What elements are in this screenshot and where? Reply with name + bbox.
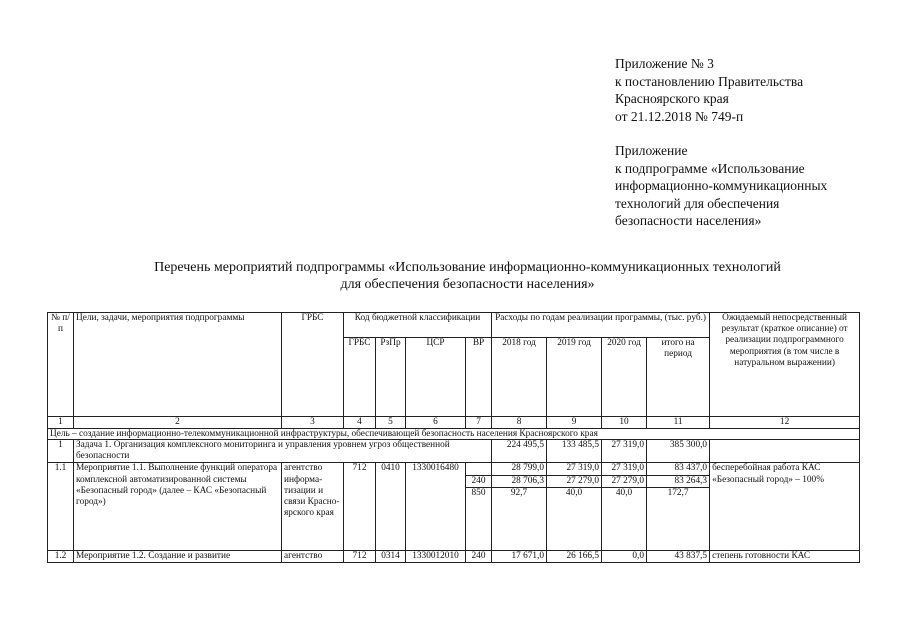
table-header-row [48, 313, 860, 338]
task-2019: 133 485,5 [547, 440, 602, 463]
measure-2019: 26 166,5 [547, 550, 602, 562]
column-number-row [48, 417, 860, 429]
measure-grbs: 712 [344, 463, 376, 550]
header-total: итого на период [647, 338, 710, 417]
task-row [48, 440, 860, 463]
measure-2018: 28 706,3 [492, 475, 547, 487]
task-result [710, 440, 860, 463]
title-line-2: для обеспечения безопасности населения» [340, 277, 595, 292]
column-number: 9 [547, 417, 602, 429]
measure-2018: 28 799,0 [492, 463, 547, 475]
measure-text: Мероприятие 1.2. Создание и развитие [74, 550, 282, 562]
column-number: 7 [466, 417, 492, 429]
annex-line: информационно-коммуникационных [615, 178, 828, 193]
header-expenses-group: Расходы по годам реализации программы, (тыс. руб.) [492, 313, 710, 338]
column-number: 1 [48, 417, 74, 429]
measure-vr: 240 [466, 475, 492, 487]
header-year-2020: 2020 год [602, 338, 647, 417]
title-line-1: Перечень мероприятий подпрограммы «Использование информационно-коммуникационных технологий [154, 260, 781, 275]
annex-line: Приложение [615, 143, 688, 158]
header-code-group: Код бюджетной классификации [344, 313, 492, 338]
task-2020: 27 319,0 [602, 440, 647, 463]
measure-2018: 92,7 [492, 487, 547, 550]
task-total: 385 300,0 [647, 440, 710, 463]
task-text: Задача 1. Организация комплексного мониторинга и управления уровнем угроз общественной безопасности [74, 440, 492, 463]
measure-text: Мероприятие 1.1. Выполнение функций оператора комплексной автоматизированной системы «Безопасный город» (далее – КАС «Безопасный город») [74, 463, 282, 550]
task-num: 1 [48, 440, 74, 463]
measure-2019: 27 279,0 [547, 475, 602, 487]
header-result: Ожидаемый непосредственный результат (краткое описание) от реализации подпрограммного мероприятия (в том числе в натуральном выражении) [710, 313, 860, 417]
column-number: 8 [492, 417, 547, 429]
header-code-csr: ЦСР [406, 338, 466, 417]
annex-line: безопасности населения» [615, 213, 762, 228]
measure-result: степень готовности КАС [710, 550, 860, 562]
measure-total: 172,7 [647, 487, 710, 550]
measure-2018: 17 671,0 [492, 550, 547, 562]
measure-2019: 27 319,0 [547, 463, 602, 475]
annex-line: технологий для обеспечения [615, 195, 780, 211]
measure-2020: 40,0 [602, 487, 647, 550]
measure-grbs-name: агентство [282, 550, 344, 562]
goal-text: Цель – создание информационно-телекоммуникационной инфраструктуры, обеспечивающей безопасность населения Красноярского края [48, 429, 860, 440]
measure-grbs-name: агентство информа-тизации и связи Красно-ярского края [282, 463, 344, 550]
measure-vr [466, 463, 492, 475]
measure-rzpr: 0410 [376, 463, 406, 550]
header-year-2019: 2019 год [547, 338, 602, 417]
annex-line: к подпрограмме «Использование [615, 160, 805, 176]
measure-vr: 850 [466, 487, 492, 550]
document-title [40, 259, 895, 293]
header-goals: Цели, задачи, мероприятия подпрограммы [74, 313, 282, 417]
header-num: № п/п [48, 313, 74, 417]
column-number: 11 [647, 417, 710, 429]
measure-2019: 40,0 [547, 487, 602, 550]
measure-num: 1.1 [48, 463, 74, 550]
header-code-grbs: ГРБС [344, 338, 376, 417]
column-number: 2 [74, 417, 282, 429]
measure-2020: 27 279,0 [602, 475, 647, 487]
appendix-line: к постановлению Правительства [615, 73, 804, 89]
column-number: 3 [282, 417, 344, 429]
measure-total: 83 264,3 [647, 475, 710, 487]
document-header [615, 55, 900, 230]
goal-row [48, 429, 860, 440]
measure-total: 83 437,0 [647, 463, 710, 475]
measure-2020: 27 319,0 [602, 463, 647, 475]
column-number: 6 [406, 417, 466, 429]
header-year-2018: 2018 год [492, 338, 547, 417]
measure-result: бесперебойная работа КАС «Безопасный город» – 100% [710, 463, 860, 550]
column-number: 10 [602, 417, 647, 429]
measure-grbs: 712 [344, 550, 376, 562]
appendix-line: Приложение № 3 [615, 56, 714, 71]
column-number: 5 [376, 417, 406, 429]
header-code-vr: ВР [466, 338, 492, 417]
measure-row [48, 463, 860, 475]
appendix-line: от 21.12.2018 № 749-п [615, 108, 744, 124]
measure-2020: 0,0 [602, 550, 647, 562]
measure-vr: 240 [466, 550, 492, 562]
measure-num: 1.2 [48, 550, 74, 562]
task-2018: 224 495,5 [492, 440, 547, 463]
header-grbs: ГРБС [282, 313, 344, 417]
header-code-rzpr: РзПр [376, 338, 406, 417]
column-number: 12 [710, 417, 860, 429]
measure-row [48, 550, 860, 562]
measure-csr: 1330012010 [406, 550, 466, 562]
column-number: 4 [344, 417, 376, 429]
measure-rzpr: 0314 [376, 550, 406, 562]
appendix-line: Красноярского края [615, 91, 729, 106]
measure-csr: 1330016480 [406, 463, 466, 550]
measures-table [47, 312, 860, 563]
measure-total: 43 837,5 [647, 550, 710, 562]
